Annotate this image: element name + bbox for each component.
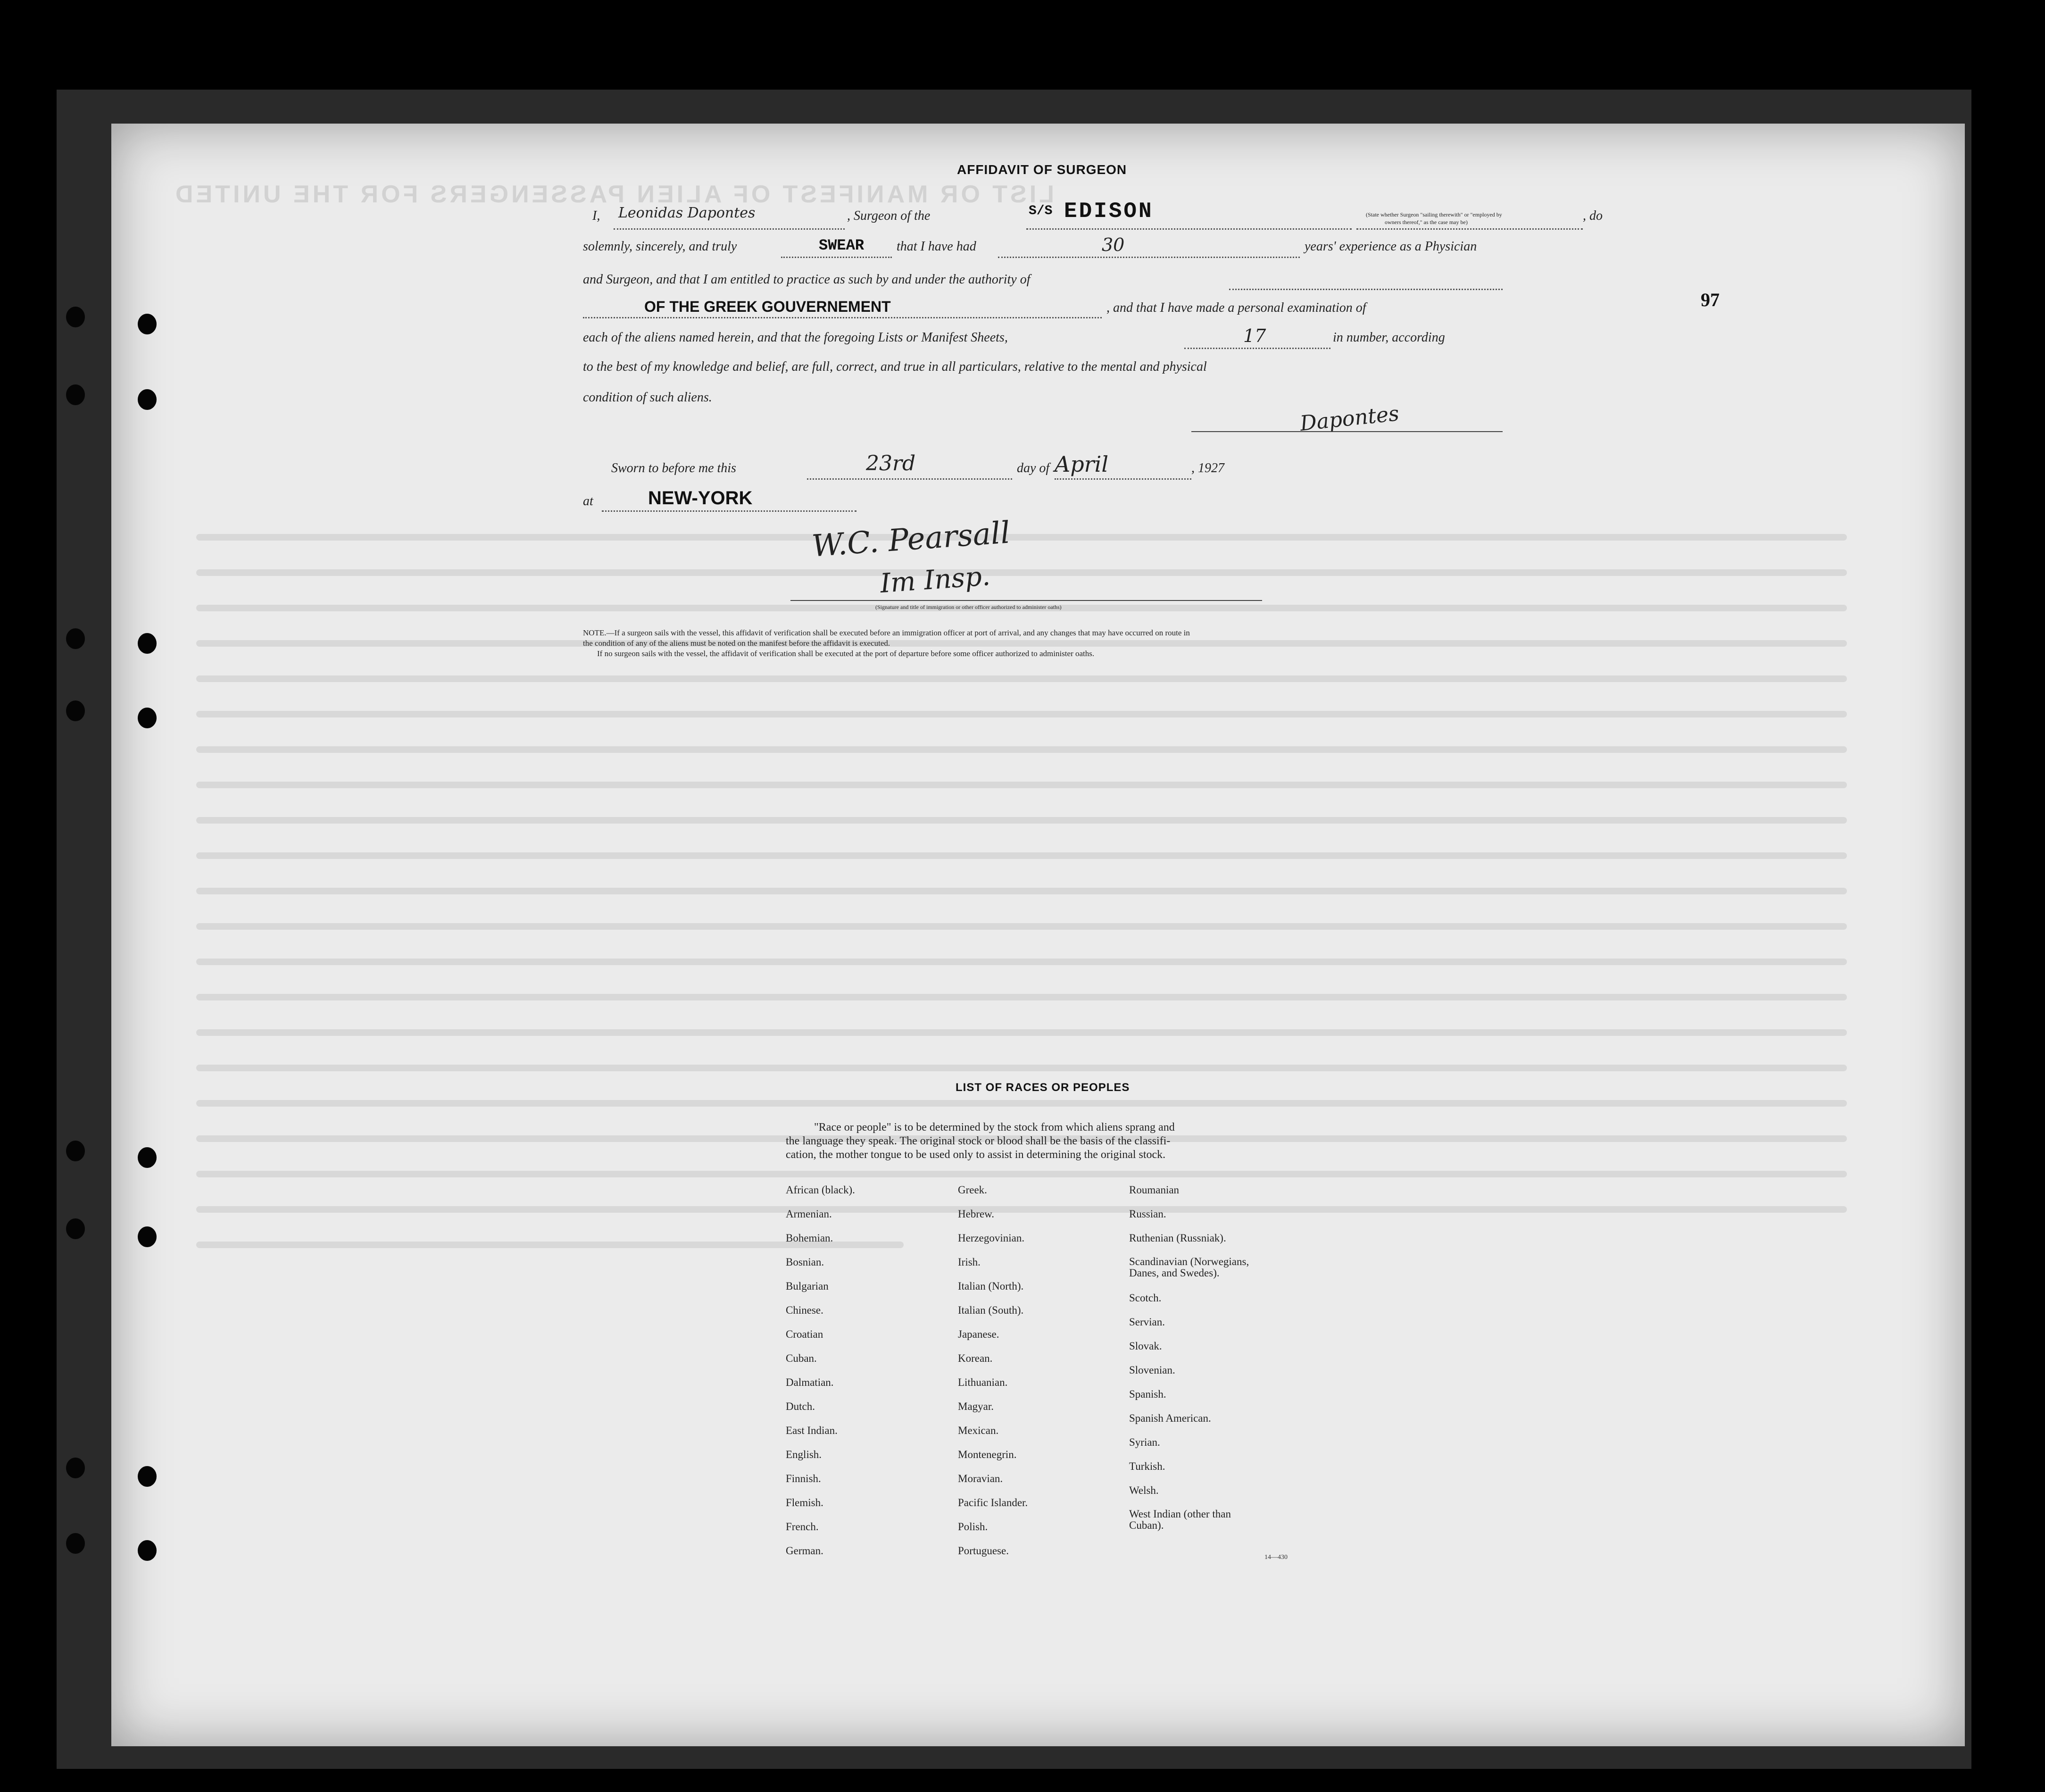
races-column-2 (958, 1184, 1028, 1569)
races-intro-line-1: "Race or people" is to be determined by the stock from which aliens sprang and (814, 1121, 1175, 1134)
race-item: Irish. (958, 1256, 981, 1268)
race-item: Servian. (1129, 1316, 1165, 1328)
race-item: Pacific Islander. (958, 1497, 1028, 1509)
race-item: Greek. (958, 1184, 987, 1196)
race-item: Scandinavian (Norwegians, Danes, and Swedes). (1129, 1256, 1249, 1279)
race-item: Welsh. (1129, 1484, 1159, 1496)
race-item: Slovenian. (1129, 1364, 1175, 1376)
race-item: Korean. (958, 1352, 993, 1364)
ghost-title: LIST OR MANIFEST OF ALIEN PASSENGERS FOR THE UNITED (173, 181, 1054, 208)
sworn-day: 23rd (866, 451, 916, 475)
years-experience: years' experience as a Physician (1305, 239, 1477, 254)
vessel-name: EDISON (1064, 199, 1154, 224)
place: NEW-YORK (648, 488, 753, 508)
race-item: Roumanian (1129, 1184, 1180, 1196)
race-item: Bohemian. (786, 1232, 833, 1244)
race-item: German. (786, 1545, 823, 1557)
officer-signature: W.C. Pearsall (810, 515, 1012, 564)
races-intro-line-3: cation, the mother tongue to be used only to assist in determining the original stock. (786, 1149, 1166, 1161)
surgeon-of-the: , Surgeon of the (847, 208, 931, 223)
affidavit-line3: and Surgeon, and that I am entitled to practice as such by and under the authority of (583, 272, 1031, 287)
race-item: Bulgarian (786, 1280, 829, 1292)
years-count: 30 (1102, 234, 1125, 255)
sailing-note-2: owners thereof," as the case may be) (1385, 219, 1468, 225)
races-heading: LIST OF RACES OR PEOPLES (956, 1081, 1130, 1094)
race-item: Finnish. (786, 1473, 821, 1484)
race-item: Cuban. (786, 1352, 817, 1364)
officer-caption: (Signature and title of immigration or other officer authorized to administer oaths) (875, 604, 1062, 610)
races-intro-line-2: the language they speak. The original stock or blood shall be the basis of the classifi- (786, 1135, 1171, 1147)
authority: OF THE GREEK GOUVERNEMENT (644, 298, 891, 315)
races-column-1 (786, 1184, 855, 1569)
affidavit-line6: to the best of my knowledge and belief, are full, correct, and true in all particulars, relative to the mental and physical (583, 359, 1207, 374)
race-item: Dalmatian. (786, 1376, 834, 1388)
race-item: Spanish American. (1129, 1412, 1211, 1424)
race-item: Lithuanian. (958, 1376, 1008, 1388)
race-item: Polish. (958, 1521, 988, 1533)
race-item: Hebrew. (958, 1208, 995, 1220)
vessel-prefix: S/S (1029, 204, 1053, 218)
race-item: Bosnian. (786, 1256, 824, 1268)
race-item: Ruthenian (Russniak). (1129, 1232, 1226, 1244)
race-item: Syrian. (1129, 1436, 1160, 1448)
race-item: Turkish. (1129, 1460, 1165, 1472)
note-line-1: NOTE.—If a surgeon sails with the vessel, this affidavit of verification shall be executed before an immigration officer at port of arrival, and any changes that may have occurred on route in (583, 628, 1190, 637)
in-number: in number, according (1333, 330, 1445, 345)
surgeon-name: Leonidas Dapontes (618, 205, 756, 221)
that-i-have-had: that I have had (897, 239, 976, 254)
sworn-text: Sworn to before me this (611, 461, 736, 475)
race-item: Dutch. (786, 1400, 815, 1412)
race-item: Moravian. (958, 1473, 1003, 1484)
race-item: East Indian. (786, 1425, 838, 1436)
races-column-3 (1129, 1184, 1249, 1533)
race-item: Scotch. (1129, 1292, 1162, 1304)
officer-title: Im Insp. (879, 560, 991, 600)
sheets-count: 17 (1243, 325, 1266, 346)
affidavit-i: I, (592, 208, 600, 223)
affidavit-line7: condition of such aliens. (583, 390, 712, 405)
race-item: Russian. (1129, 1208, 1166, 1220)
note-line-2: the condition of any of the aliens must be noted on the manifest before the affidavit is executed. (583, 639, 890, 648)
note-line-3: If no surgeon sails with the vessel, the affidavit of verification shall be executed at the port of departure before some officer authorized to administer oaths. (597, 649, 1095, 658)
race-item: African (black). (786, 1184, 855, 1196)
race-item: Montenegrin. (958, 1449, 1017, 1460)
sworn-month: April (1055, 451, 1109, 477)
affidavit-line4-tail: , and that I have made a personal examination of (1106, 300, 1366, 315)
affidavit-line5: each of the aliens named herein, and that the foregoing Lists or Manifest Sheets, (583, 330, 1008, 345)
race-item: Spanish. (1129, 1388, 1166, 1400)
affidavit-do: , do (1583, 208, 1603, 223)
races-intro (786, 1121, 1175, 1162)
surgeon-signature: Dapontes (1298, 401, 1400, 436)
form-code: 14—430 (1264, 1554, 1288, 1561)
race-item: Japanese. (958, 1328, 999, 1340)
swear: SWEAR (819, 237, 865, 254)
race-item: Portuguese. (958, 1545, 1009, 1557)
sworn-year: , 1927 (1191, 461, 1224, 475)
at-label: at (583, 494, 593, 508)
race-item: West Indian (other than Cuban). (1129, 1508, 1231, 1531)
race-item: English. (786, 1449, 822, 1460)
race-item: Croatian (786, 1328, 823, 1340)
race-item: Magyar. (958, 1400, 994, 1412)
race-item: Flemish. (786, 1497, 823, 1509)
race-item: Slovak. (1129, 1340, 1162, 1352)
race-item: Mexican. (958, 1425, 999, 1436)
affidavit-heading: AFFIDAVIT OF SURGEON (957, 162, 1127, 177)
race-item: Armenian. (786, 1208, 832, 1220)
race-item: Chinese. (786, 1304, 823, 1316)
race-item: French. (786, 1521, 819, 1533)
sailing-note-1: (State whether Surgeon "sailing therewith" or "employed by (1366, 211, 1502, 218)
page-number: 97 (1701, 289, 1720, 310)
race-item: Italian (South). (958, 1304, 1024, 1316)
race-item: Italian (North). (958, 1280, 1024, 1292)
day-of: day of (1017, 461, 1050, 475)
affidavit-solemnly: solemnly, sincerely, and truly (583, 239, 737, 254)
race-item: Herzegovinian. (958, 1232, 1025, 1244)
manifest-page (111, 124, 1965, 1746)
